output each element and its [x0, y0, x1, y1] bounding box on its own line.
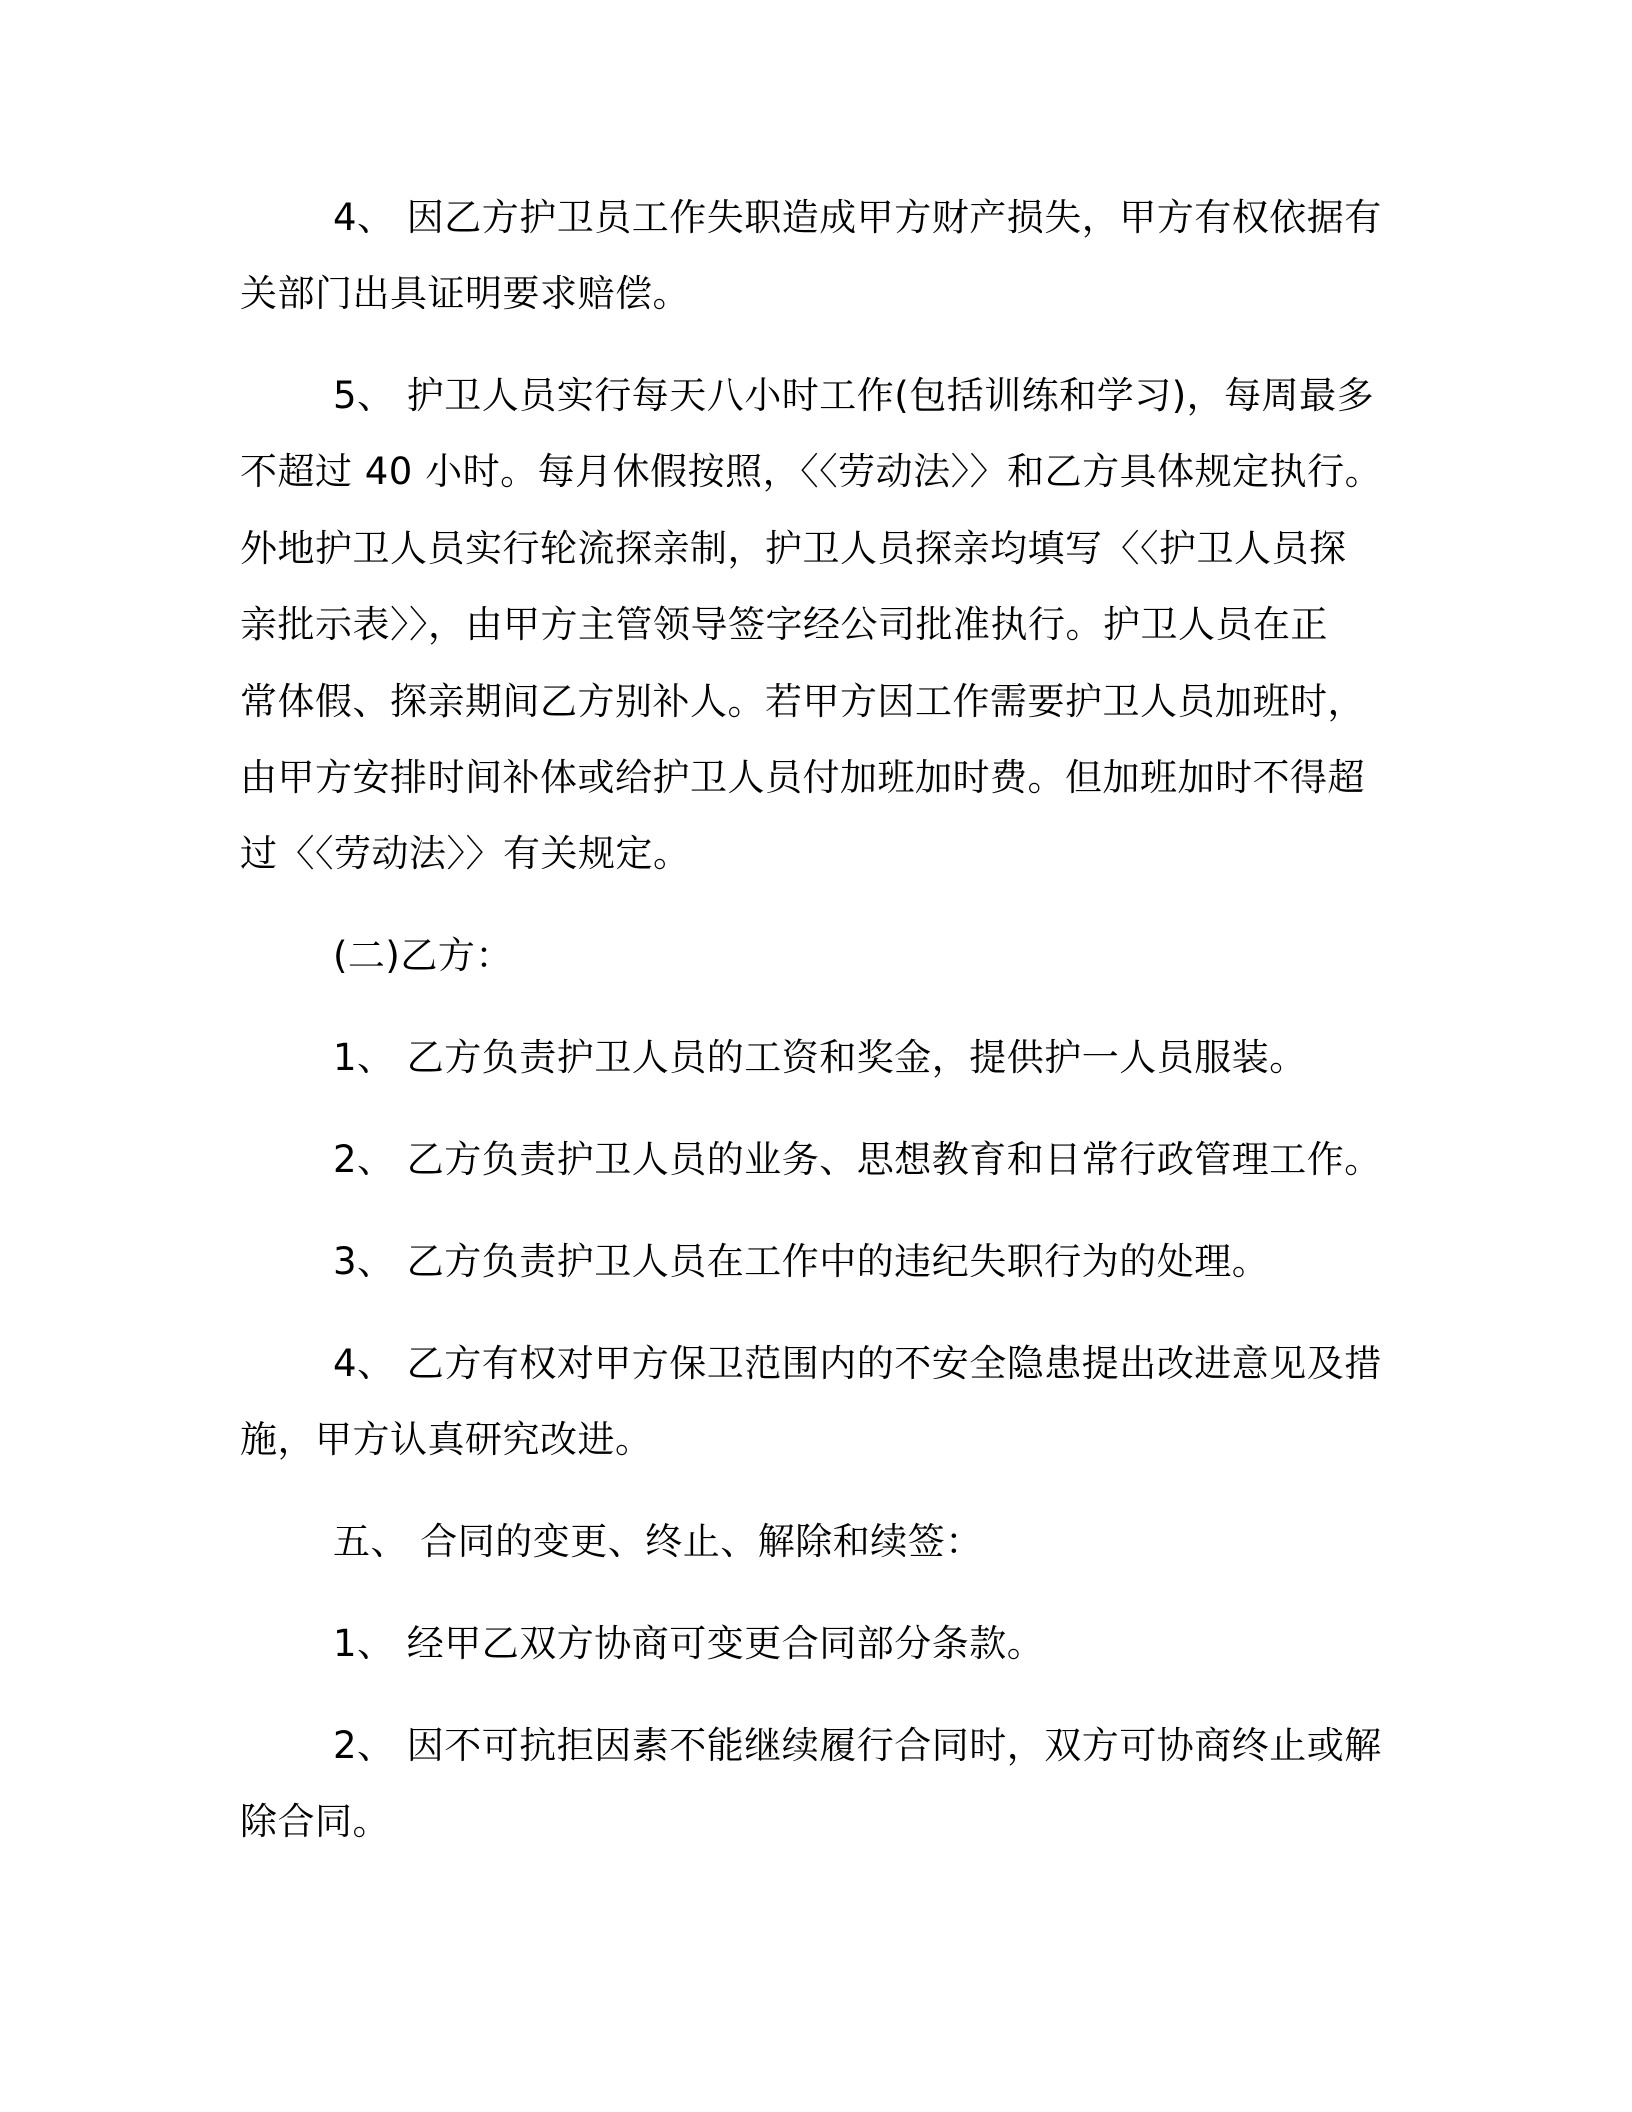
contract-item-1: 1、 经甲乙双方协商可变更合同部分条款。: [333, 1622, 1045, 1665]
party-b-item-3: 3、 乙方负责护卫人员在工作中的违纪失职行为的处理。: [333, 1240, 1270, 1283]
party-b-item-4-line-2: 施，甲方认真研究改进。: [240, 1418, 653, 1461]
party-b-item-2: 2、 乙方负责护卫人员的业务、思想教育和日常行政管理工作。: [333, 1138, 1382, 1181]
paragraph-5-line-2: 不超过 40 小时。每月休假按照，〈〈劳动法〉〉和乙方具体规定执行。: [240, 450, 1383, 493]
section-heading-party-b: (二)乙方：: [333, 934, 513, 977]
section-heading-contract-changes: 五、 合同的变更、终止、解除和续签：: [333, 1520, 983, 1563]
paragraph-4-line-1: 4、 因乙方护卫员工作失职造成甲方财产损失，甲方有权依据有: [333, 196, 1382, 239]
paragraph-4-line-2: 关部门出具证明要求赔偿。: [240, 272, 690, 315]
contract-item-2-line-1: 2、 因不可抗拒因素不能继续履行合同时，双方可协商终止或解: [333, 1724, 1382, 1767]
paragraph-5-line-1: 5、 护卫人员实行每天八小时工作(包括训练和学习)，每周最多: [333, 374, 1375, 417]
paragraph-5-line-7: 过〈〈劳动法〉〉有关规定。: [240, 832, 691, 875]
contract-item-2-line-2: 除合同。: [240, 1800, 390, 1843]
paragraph-5-line-6: 由甲方安排时间补体或给护卫人员付加班加时费。但加班加时不得超: [240, 756, 1365, 799]
party-b-item-4-line-1: 4、 乙方有权对甲方保卫范围内的不安全隐患提出改进意见及措: [333, 1342, 1382, 1385]
paragraph-5-line-5: 常体假、探亲期间乙方别补人。若甲方因工作需要护卫人员加班时，: [240, 680, 1365, 723]
paragraph-5-line-3: 外地护卫人员实行轮流探亲制，护卫人员探亲均填写〈〈护卫人员探: [240, 527, 1347, 570]
party-b-item-1: 1、 乙方负责护卫人员的工资和奖金，提供护一人员服装。: [333, 1036, 1307, 1079]
paragraph-5-line-4: 亲批示表〉〉，由甲方主管领导签字经公司批准执行。护卫人员在正: [240, 603, 1328, 646]
